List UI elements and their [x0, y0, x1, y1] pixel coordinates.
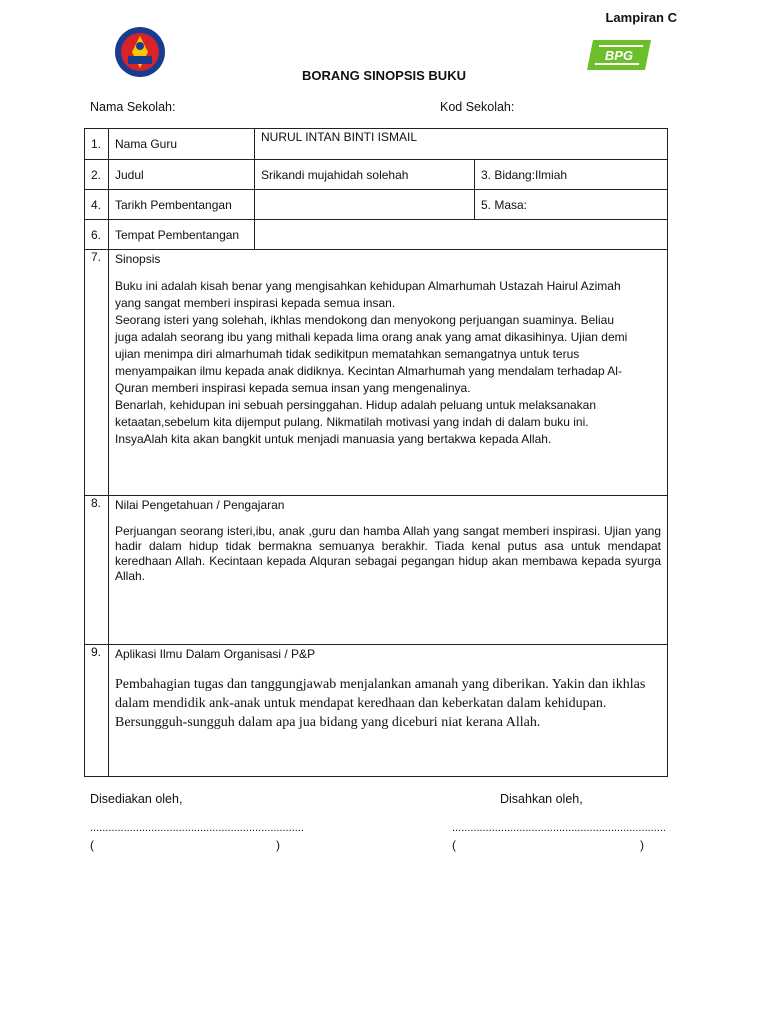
- approved-name-open-paren: (: [452, 838, 456, 852]
- appendix-label: Lampiran C: [605, 10, 677, 25]
- field-label: Tempat Pembentangan: [109, 220, 255, 250]
- bpg-logo: [585, 38, 653, 72]
- row-title: [85, 160, 668, 190]
- synopsis-cell[interactable]: [109, 250, 668, 496]
- field-label: Judul: [109, 160, 255, 190]
- row-number: 7.: [85, 250, 109, 496]
- synopsis-form-table: [84, 128, 668, 777]
- section-heading: Aplikasi Ilmu Dalam Organisasi / P&P: [115, 647, 316, 661]
- knowledge-value-cell[interactable]: [109, 496, 668, 645]
- bpg-logo-text: BPG: [604, 48, 634, 63]
- section-heading: Sinopsis: [115, 252, 161, 266]
- approved-name-close-paren: ): [640, 838, 644, 852]
- presentation-date-value[interactable]: [255, 190, 475, 220]
- row-teacher-name: [85, 129, 668, 160]
- field-time[interactable]: 5. Masa:: [475, 190, 668, 220]
- section-heading: Nilai Pengetahuan / Pengajaran: [115, 498, 285, 512]
- book-title-value[interactable]: Srikandi mujahidah solehah: [255, 160, 475, 190]
- field-category[interactable]: 3. Bidang:Ilmiah: [475, 160, 668, 190]
- prepared-by-label: Disediakan oleh,: [90, 792, 183, 806]
- form-title: BORANG SINOPSIS BUKU: [302, 68, 466, 83]
- row-knowledge-value: [85, 496, 668, 645]
- synopsis-text: Buku ini adalah kisah benar yang mengisahkan kehidupan Almarhumah Ustazah Hairul Azimah yang sangat memberi inspirasi kepada semua insan. Seorang isteri yang solehah, ikhlas mendokong dan menyokong perjuangan suaminya. Beliau juga adalah seorang ibu yang mithali kepada lima orang anak yang amat dikasihinya. Ujian demi ujian menimpa diri almarhumah tidak sedikitpun mematahkan semangatnya untuk terus menyampaikan ilmu kepada anak didiknya. Kecintan Almarhumah yang mendalam terhadap Al- Quran memberi inspirasi kepada semua insan yang mengenalinya. Benarlah, kehidupan ini sebuah persinggahan. Hidup adalah peluang untuk melaksanakan ketaatan,sebelum kita dijemput pulang. Nikmatilah motivasi yang indah di dalam buku ini. InsyaAlah kita akan bangkit untuk menjadi manuasia yang bertakwa kepada Allah.: [115, 279, 628, 446]
- row-presentation-date: [85, 190, 668, 220]
- teacher-name-value[interactable]: NURUL INTAN BINTI ISMAIL: [255, 129, 668, 160]
- row-application: [85, 645, 668, 777]
- row-number: 2.: [85, 160, 109, 190]
- prepared-signature-line[interactable]: ......................................................................: [90, 822, 304, 834]
- row-number: 9.: [85, 645, 109, 777]
- prepared-name-close-paren: ): [276, 838, 280, 852]
- row-presentation-place: [85, 220, 668, 250]
- row-number: 1.: [85, 129, 109, 160]
- row-number: 4.: [85, 190, 109, 220]
- approved-signature-line[interactable]: ......................................................................: [452, 822, 666, 834]
- approved-by-label: Disahkan oleh,: [500, 792, 583, 806]
- school-code-label: Kod Sekolah:: [440, 100, 515, 114]
- presentation-place-value[interactable]: [255, 220, 668, 250]
- knowledge-value-text: Perjuangan seorang isteri,ibu, anak ,guru dan hamba Allah yang sangat memberi inspirasi. Ujian yang hadir dalam hidup tidak bermakna semuanya berakhir. Tiada kenal putus asa untuk mendapat keredhaan Allah. Kecintaan kepada Alquran sebagai pegangan hidup akan membawa kepada syurga Allah.: [115, 524, 661, 583]
- row-synopsis: [85, 250, 668, 496]
- prepared-name-open-paren: (: [90, 838, 94, 852]
- row-number: 6.: [85, 220, 109, 250]
- application-cell[interactable]: [109, 645, 668, 777]
- application-text: Pembahagian tugas dan tanggungjawab menjalankan amanah yang diberikan. Yakin dan ikhlas dalam mendidik ank-anak untuk mendapat keredhaan dan keberkatan dalam kehidupan. Bersungguh-sungguh dalam apa jua bidang yang diceburi niat kerana Allah.: [115, 677, 646, 730]
- row-number: 8.: [85, 496, 109, 645]
- school-name-label: Nama Sekolah:: [90, 100, 176, 114]
- field-label: Tarikh Pembentangan: [109, 190, 255, 220]
- field-label: Nama Guru: [109, 129, 255, 160]
